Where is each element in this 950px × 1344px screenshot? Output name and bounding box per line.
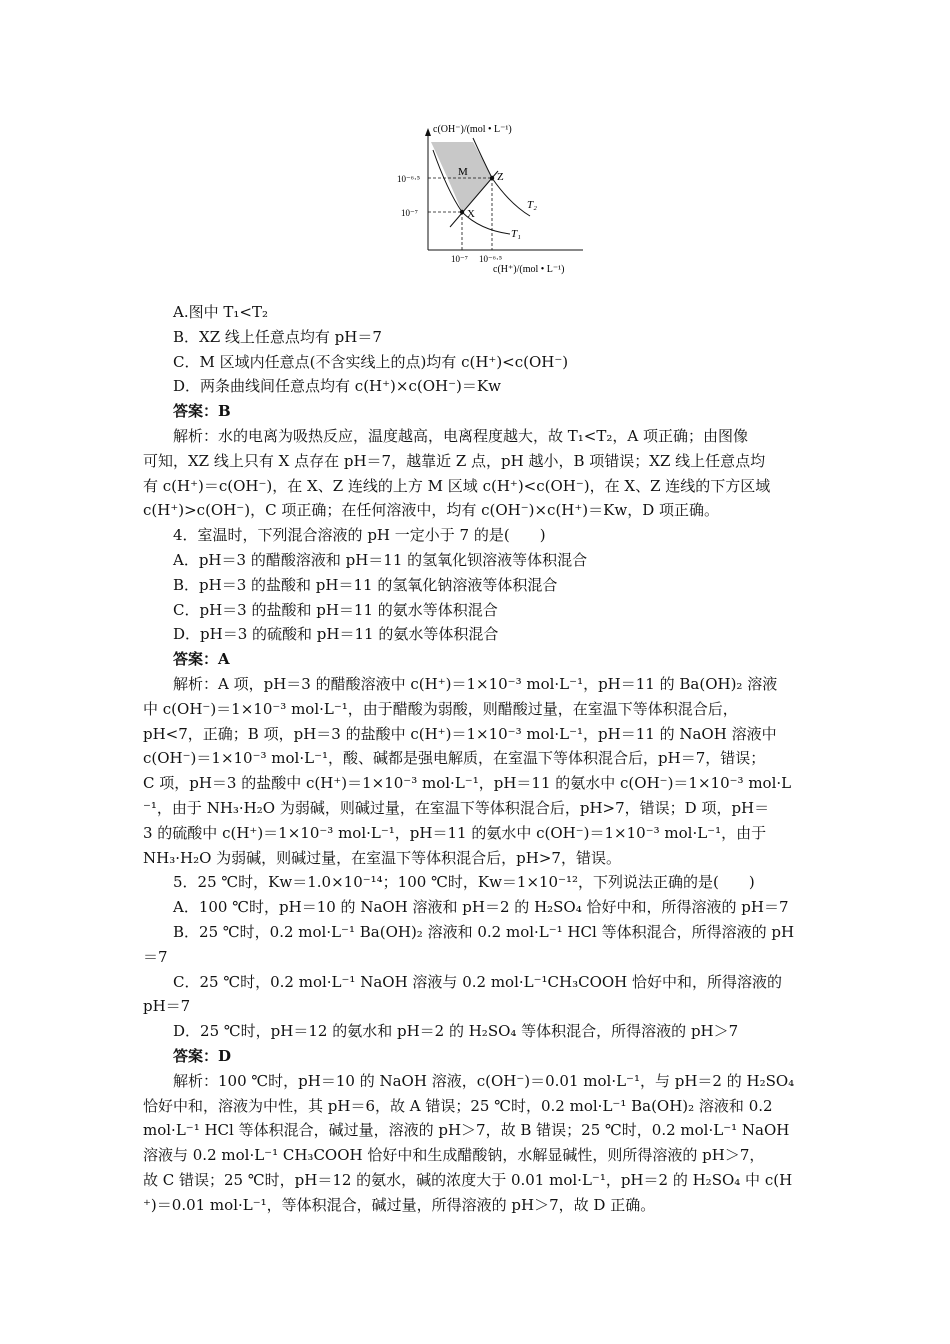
answer-line: 答案：D <box>173 1046 232 1065</box>
text-line: 故 C 错误；25 ℃时，pH＝12 的氨水，碱的浓度大于 0.01 mol·L⁻¹，pH＝2 的 H₂SO₄ 中 c(H <box>143 1170 793 1189</box>
text-line: 恰好中和，溶液为中性，其 pH＝6，故 A 错误；25 ℃时，0.2 mol·L⁻¹ Ba(OH)₂ 溶液和 0.2 <box>143 1096 773 1115</box>
text-line: pH＝7 <box>143 997 191 1016</box>
text-line: mol·L⁻¹ HCl 等体积混合，碱过量，溶液的 pH＞7，故 B 错误；25 ℃时，0.2 mol·L⁻¹ NaOH <box>143 1121 790 1140</box>
x-axis-label: c(H⁺)/(mol • L⁻¹) <box>493 264 565 275</box>
text-line: ＝7 <box>143 947 168 966</box>
text-line: NH₃·H₂O 为弱碱，则碱过量，在室温下等体积混合后，pH>7，错误。 <box>143 848 621 867</box>
answer-line: 答案：A <box>173 650 230 669</box>
text-line: 5．25 ℃时，Kw＝1.0×10⁻¹⁴；100 ℃时，Kw＝1×10⁻¹²，下列说法正确的是( ) <box>173 873 755 892</box>
text-line: C 项，pH＝3 的盐酸中 c(H⁺)＝1×10⁻³ mol·L⁻¹，pH＝11 的氨水中 c(OH⁻)＝1×10⁻³ mol·L <box>143 774 792 793</box>
text-line: B．25 ℃时，0.2 mol·L⁻¹ Ba(OH)₂ 溶液和 0.2 mol·L⁻¹ HCl 等体积混合，所得溶液的 pH <box>173 922 795 941</box>
text-line: pH<7，正确；B 项，pH＝3 的盐酸中 c(H⁺)＝1×10⁻³ mol·L⁻¹，pH＝11 的 NaOH 溶液中 <box>143 724 777 743</box>
text-line: C．M 区域内任意点(不含实线上的点)均有 c(H⁺)<c(OH⁻) <box>173 352 569 371</box>
x-tick-high: 10⁻⁶·⁵ <box>479 254 503 264</box>
text-line: D．两条曲线间任意点均有 c(H⁺)×c(OH⁻)＝Kw <box>173 377 501 396</box>
label-m: M <box>458 166 468 178</box>
text-line: 溶液与 0.2 mol·L⁻¹ CH₃COOH 恰好中和生成醋酸钠，水解显碱性，则所得溶液的 pH＞7， <box>143 1146 765 1165</box>
text-line: 可知，XZ 线上只有 X 点存在 pH＝7，越靠近 Z 点，pH 越小，B 项错误；XZ 线上任意点均 <box>143 451 766 470</box>
text-line: 解析：100 ℃时，pH＝10 的 NaOH 溶液，c(OH⁻)＝0.01 mol·L⁻¹，与 pH＝2 的 H₂SO₄ <box>173 1071 795 1090</box>
text-line: 解析：水的电离为吸热反应，温度越高，电离程度越大，故 T₁<T₂，A 项正确；由图像 <box>173 426 748 445</box>
text-line: A．100 ℃时，pH＝10 的 NaOH 溶液和 pH＝2 的 H₂SO₄ 恰好中和，所得溶液的 pH＝7 <box>173 898 789 917</box>
text-line: D．25 ℃时，pH＝12 的氨水和 pH＝2 的 H₂SO₄ 等体积混合，所得溶液的 pH＞7 <box>173 1022 739 1041</box>
text-line: A.图中 T₁<T₂ <box>173 303 268 321</box>
y-tick-low: 10⁻⁷ <box>401 208 418 218</box>
text-line: C．25 ℃时，0.2 mol·L⁻¹ NaOH 溶液与 0.2 mol·L⁻¹CH₃COOH 恰好中和，所得溶液的 <box>173 972 783 991</box>
text-line: D．pH＝3 的硫酸和 pH＝11 的氨水等体积混合 <box>173 625 499 644</box>
text-line: 3 的硫酸中 c(H⁺)＝1×10⁻³ mol·L⁻¹，pH＝11 的氨水中 c(OH⁻)＝1×10⁻³ mol·L⁻¹，由于 <box>143 823 767 842</box>
text-line: C．pH＝3 的盐酸和 pH＝11 的氨水等体积混合 <box>173 600 498 619</box>
text-line: ⁺)＝0.01 mol·L⁻¹，等体积混合，碱过量，所得溶液的 pH＞7，故 D 正确。 <box>143 1195 656 1214</box>
text-line: ⁻¹，由于 NH₃·H₂O 为弱碱，则碱过量，在室温下等体积混合后，pH>7，错误；D 项，pH＝ <box>143 798 770 817</box>
label-t1: T₁ <box>511 228 521 240</box>
label-z: Z <box>497 171 504 183</box>
kw-temperature-figure <box>395 120 595 280</box>
text-line: 4．室温时，下列混合溶液的 pH 一定小于 7 的是( ) <box>173 526 546 545</box>
y-axis-label: c(OH⁻)/(mol • L⁻¹) <box>433 124 512 135</box>
text-line: 中 c(OH⁻)＝1×10⁻³ mol·L⁻¹，由于醋酸为弱酸，则醋酸过量，在室温下等体积混合后， <box>143 699 738 718</box>
text-line: 有 c(H⁺)＝c(OH⁻)，在 X、Z 连线的上方 M 区域 c(H⁺)<c(OH⁻)，在 X、Z 连线的下方区域 <box>143 476 771 495</box>
document-body <box>143 300 807 1217</box>
x-tick-low: 10⁻⁷ <box>451 254 468 264</box>
y-axis-arrow <box>425 128 431 136</box>
label-x: X <box>467 208 475 220</box>
text-line: B．pH＝3 的盐酸和 pH＝11 的氢氧化钠溶液等体积混合 <box>173 575 558 594</box>
point-z <box>490 176 494 180</box>
text-line: B．XZ 线上任意点均有 pH＝7 <box>173 327 382 346</box>
text-line: 解析：A 项，pH＝3 的醋酸溶液中 c(H⁺)＝1×10⁻³ mol·L⁻¹，pH＝11 的 Ba(OH)₂ 溶液 <box>173 674 778 693</box>
text-line: c(H⁺)>c(OH⁻)，C 项正确；在任何溶液中，均有 c(OH⁻)×c(H⁺)＝Kw，D 项正确。 <box>143 501 720 520</box>
y-tick-high: 10⁻⁶·⁵ <box>397 174 421 184</box>
text-line: c(OH⁻)＝1×10⁻³ mol·L⁻¹，酸、碱都是强电解质，在室温下等体积混合后，pH＝7，错误； <box>143 749 766 768</box>
point-x <box>460 210 464 214</box>
label-t2: T₂ <box>527 199 537 211</box>
answer-line: 答案：B <box>173 402 231 421</box>
figure-svg <box>395 120 595 280</box>
text-line: A．pH＝3 的醋酸溶液和 pH＝11 的氢氧化钡溶液等体积混合 <box>173 550 588 569</box>
